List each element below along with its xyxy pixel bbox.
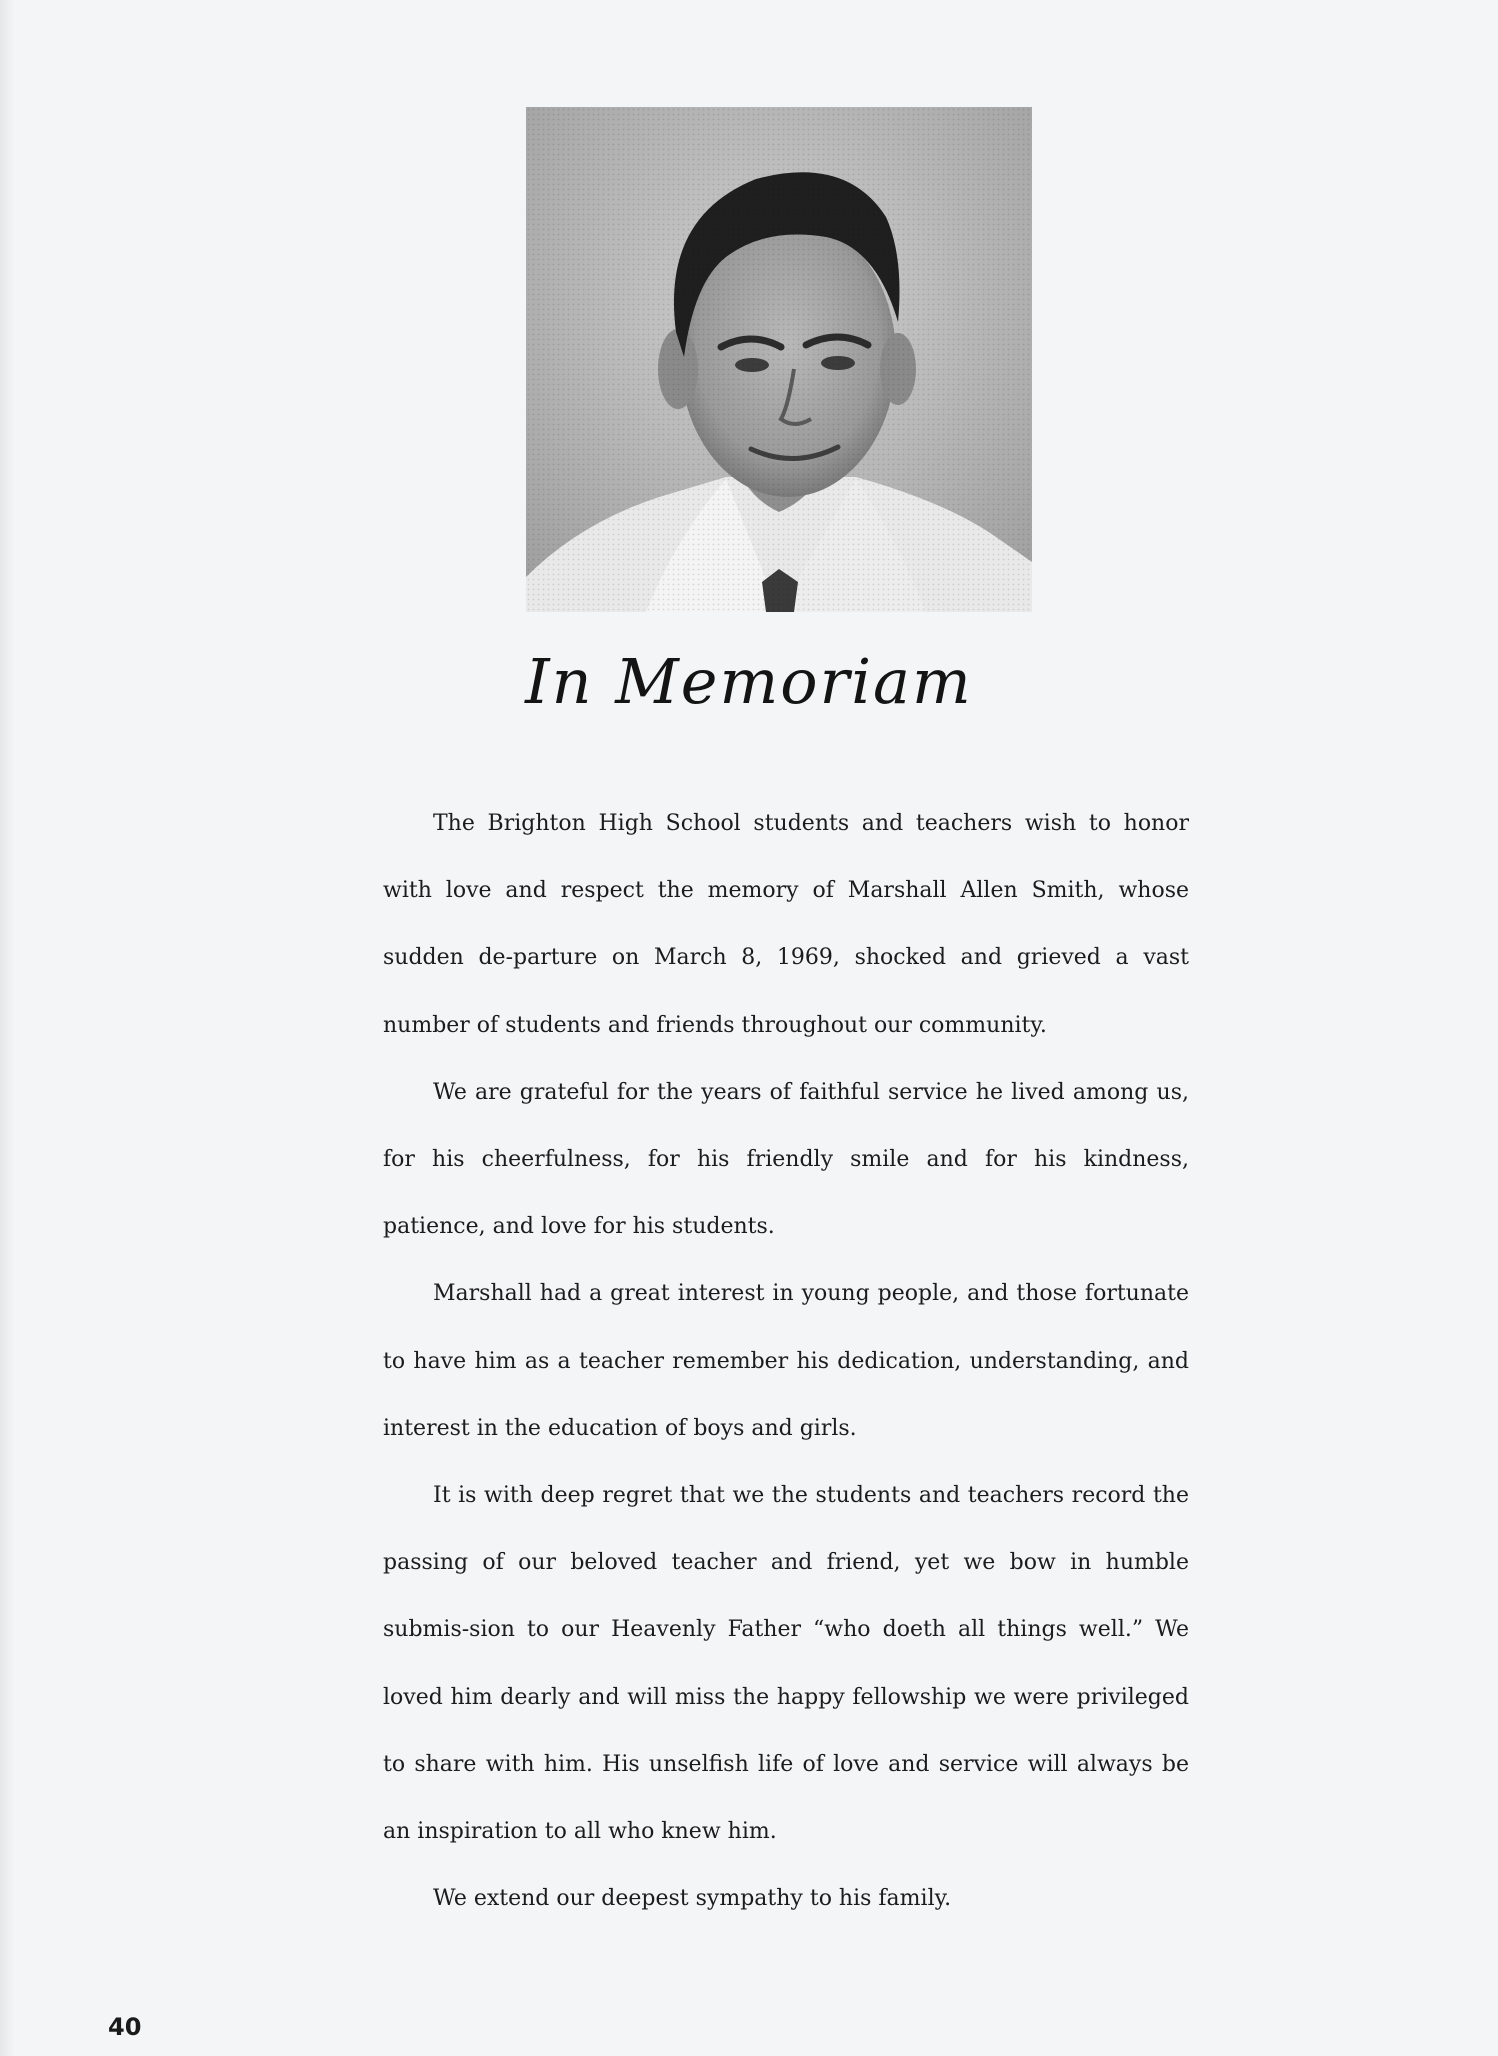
paragraph-3: Marshall had a great interest in young people, and those fortunate to have him as a teacher remember his dedication, understanding, and interest in the education of boys and girls. (383, 1281, 1189, 1441)
page-edge (0, 0, 14, 2056)
paragraph-4: It is with deep regret that we the students and teachers record the passing of our beloved teacher and friend, yet we bow in humble submis-sion to our Heavenly Father “who doeth all things well.” We loved him dearly and will miss the happy fellowship we were privileged to share with him. His unselfish life of love and service will always be an inspiration to all who knew him. (383, 1483, 1189, 1845)
portrait-illustration (526, 107, 1032, 612)
page-number: 40 (108, 2013, 142, 2041)
paragraph-2: We are grateful for the years of faithful service he lived among us, for his cheerfulness, for his friendly smile and for his kindness, patience, and love for his students. (383, 1079, 1189, 1240)
memorial-portrait-photo (526, 107, 1032, 612)
page-title: In Memoriam (525, 645, 973, 718)
memorial-text (383, 790, 1189, 1932)
paragraph-1: The Brighton High School students and teachers wish to honor with love and respect the memory of Marshall Allen Smith, whose sudden de-parture on March 8, 1969, shocked and grieved a vast number of students and friends throughout our community. (383, 811, 1189, 1038)
paragraph-5: We extend our deepest sympathy to his family. (433, 1886, 952, 1912)
